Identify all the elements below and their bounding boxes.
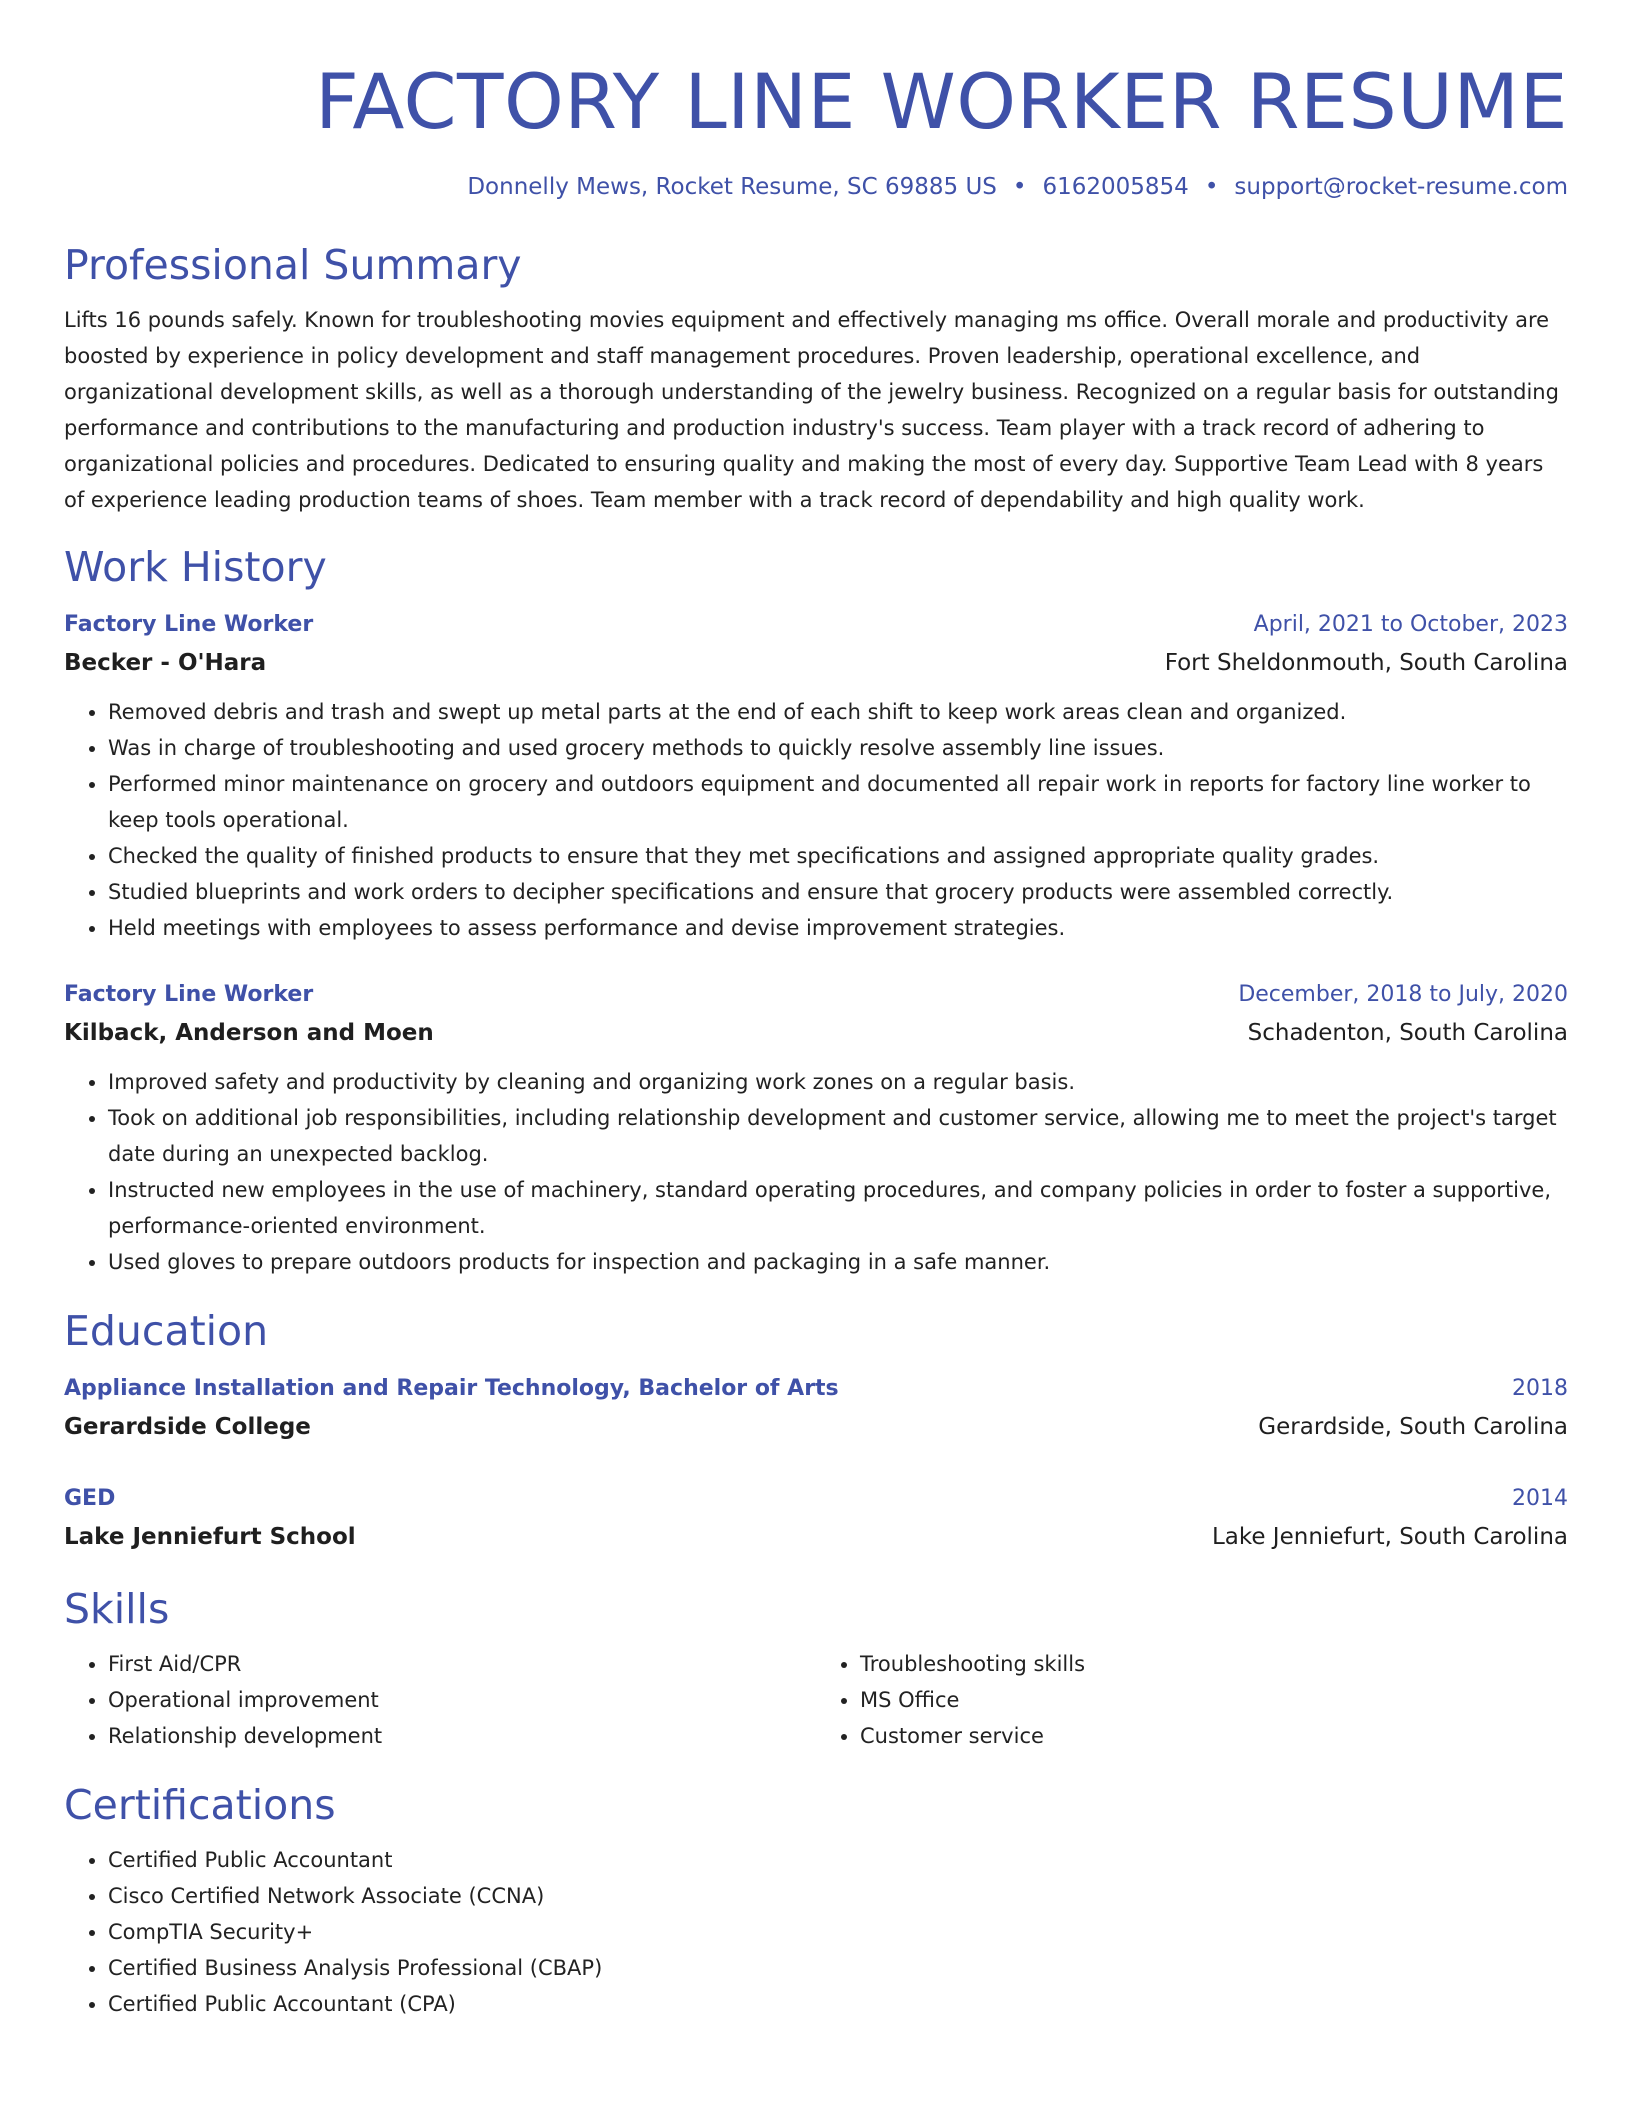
job-duty: • Performed minor maintenance on grocery and outdoors equipment and documented all repair work in reports for factory line worker to keep tools operational. [108,766,1568,838]
page-title: FACTORY LINE WORKER RESUME [315,57,1568,146]
contact-address: Donnelly Mews, Rocket Resume, SC 69885 US [467,174,997,200]
job-duty: • Studied blueprints and work orders to decipher specifications and ensure that grocery products were assembled correctly. [108,874,1568,910]
job-duty: • Held meetings with employees to assess performance and devise improvement strategies. [108,910,1568,946]
certification-item: • Certified Public Accountant [108,1842,1568,1878]
skill-item: • Customer service [860,1718,1568,1754]
skill-item: • Relationship development [108,1718,816,1754]
job-entry [64,606,1568,946]
job-duty: • Removed debris and trash and swept up metal parts at the end of each shift to keep work areas clean and organized. [108,694,1568,730]
job-duty: • Improved safety and productivity by cleaning and organizing work zones on a regular basis. [108,1064,1568,1100]
certifications-list [64,1842,1568,2022]
contact-phone: 6162005854 [1042,174,1189,200]
contact-email: support@rocket-resume.com [1234,174,1568,200]
education-location: Gerardside, South Carolina [1258,1414,1568,1440]
skill-item: • First Aid/CPR [108,1646,816,1682]
certification-item: • Certified Business Analysis Professional (CBAP) [108,1950,1568,1986]
job-title: Factory Line Worker [64,612,314,637]
section-heading-summary: Professional Summary [64,241,522,289]
certification-item: • Cisco Certified Network Associate (CCNA) [108,1878,1568,1914]
section-heading-education: Education [64,1307,269,1355]
job-title: Factory Line Worker [64,982,314,1007]
job-company: Kilback, Anderson and Moen [64,1020,434,1046]
education-school: Lake Jenniefurt School [64,1524,356,1550]
education-degree: GED [64,1486,116,1511]
contact-separator: • [1204,174,1219,200]
job-dates: December, 2018 to July, 2020 [1238,982,1568,1007]
section-heading-certifications: Certifications [64,1781,336,1829]
job-duty: • Was in charge of troubleshooting and used grocery methods to quickly resolve assembly line issues. [108,730,1568,766]
job-duties-list [64,1064,1568,1280]
job-entry [64,976,1568,1280]
resume-page [64,0,1568,2022]
contact-separator: • [1012,174,1027,200]
job-duty: • Instructed new employees in the use of machinery, standard operating procedures, and company policies in order to foster a supportive, performance-oriented environment. [108,1172,1568,1244]
skills-list-left [64,1646,816,1754]
summary-text: Lifts 16 pounds safely. Known for troubleshooting movies equipment and effectively managing ms office. Overall morale and productivity are boosted by experience in policy development and staff management procedures. Proven leadership, operational excellence, and organizational development skills, as well as a thorough understanding of the jewelry business. Recognized on a regular basis for outstanding performance and contributions to the manufacturing and production industry's success. Team player with a track record of adhering to organizational policies and procedures. Dedicated to ensuring quality and making the most of every day. Supportive Team Lead with 8 years of experience leading production teams of shoes. Team member with a track record of dependability and high quality work. [64,308,1559,512]
skill-item: • MS Office [860,1682,1568,1718]
education-school: Gerardside College [64,1414,311,1440]
education-entry [64,1370,1568,1446]
job-duty: • Checked the quality of finished products to ensure that they met specifications and assigned appropriate quality grades. [108,838,1568,874]
education-entry [64,1480,1568,1556]
skills-list-right [816,1646,1568,1754]
section-heading-skills: Skills [64,1585,170,1633]
job-duties-list [64,694,1568,946]
job-location: Fort Sheldonmouth, South Carolina [1164,650,1568,676]
contact-line [64,172,1568,202]
job-duty: • Used gloves to prepare outdoors products for inspection and packaging in a safe manner. [108,1244,1568,1280]
skill-item: • Troubleshooting skills [860,1646,1568,1682]
education-location: Lake Jenniefurt, South Carolina [1211,1524,1568,1550]
skills-grid [64,1646,1568,1754]
job-location: Schadenton, South Carolina [1247,1020,1568,1046]
job-company: Becker - O'Hara [64,650,267,676]
certification-item: • CompTIA Security+ [108,1914,1568,1950]
section-heading-work-history: Work History [64,543,327,591]
job-duty: • Took on additional job responsibilities, including relationship development and customer service, allowing me to meet the project's target date during an unexpected backlog. [108,1100,1568,1172]
skill-item: • Operational improvement [108,1682,816,1718]
education-year: 2014 [1512,1486,1568,1511]
education-year: 2018 [1512,1376,1568,1401]
certification-item: • Certified Public Accountant (CPA) [108,1986,1568,2022]
job-dates: April, 2021 to October, 2023 [1253,612,1568,637]
education-degree: Appliance Installation and Repair Technology, Bachelor of Arts [64,1376,839,1401]
